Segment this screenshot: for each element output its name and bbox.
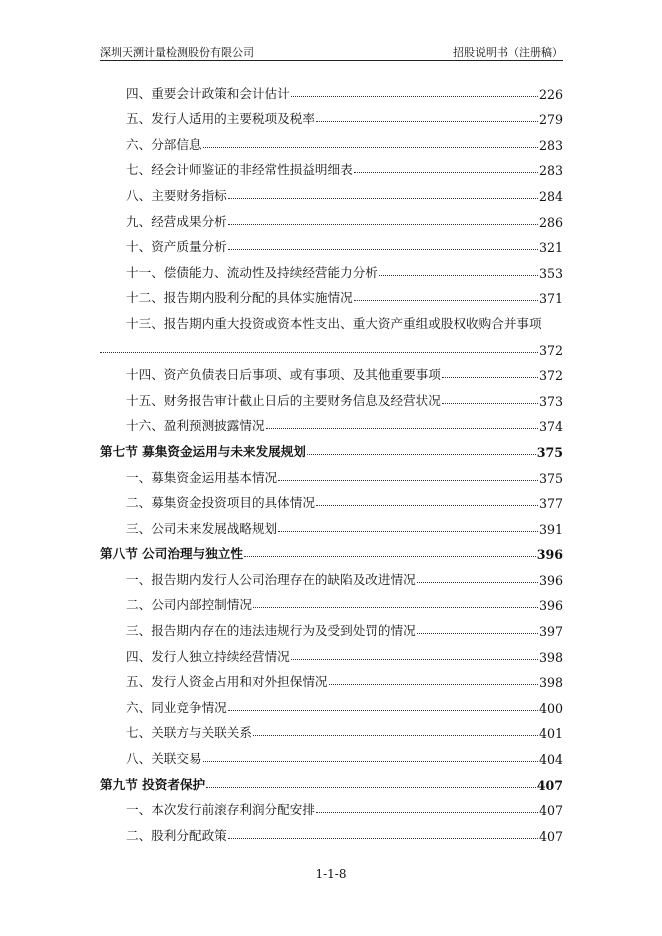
dot-leader: [442, 376, 538, 378]
dot-leader: [329, 683, 538, 685]
toc-entry-page: 374: [538, 419, 563, 435]
toc-entry-page: 398: [538, 675, 563, 691]
toc-entry-title: 一、本次发行前滚存利润分配安排: [126, 802, 315, 818]
toc-entry[interactable]: [100, 178, 563, 204]
toc-entry-title: 七、经会计师鉴证的非经常性损益明细表: [126, 162, 353, 178]
toc-entry[interactable]: [100, 204, 563, 230]
toc-entry[interactable]: [100, 793, 563, 819]
toc-entry[interactable]: [100, 358, 563, 384]
toc-entry[interactable]: [100, 613, 563, 639]
toc-entry-page: 372: [538, 342, 563, 358]
dot-leader: [228, 248, 538, 250]
toc-entry-title: 六、分部信息: [126, 136, 202, 152]
toc-entry-page: 321: [538, 240, 563, 256]
toc-entry-page: 286: [538, 214, 563, 230]
toc-entry-page: 226: [538, 86, 563, 102]
toc-entry-title: 六、同业竞争情况: [126, 699, 227, 715]
toc-entry-title: 十五、财务报告审计截止日后的主要财务信息及经营状况: [126, 392, 441, 408]
dot-leader: [203, 760, 538, 762]
toc-entry[interactable]: [100, 255, 563, 281]
toc-entry-page: 407: [538, 828, 563, 844]
toc-entry[interactable]: [100, 281, 563, 307]
dot-leader: [100, 351, 538, 353]
toc-entry-title: 二、募集资金投资项目的具体情况: [126, 495, 315, 511]
toc-entry[interactable]: [100, 818, 563, 844]
toc-entry-title: 第九节 投资者保护: [100, 776, 206, 792]
toc-entry-title: 第八节 公司治理与独立性: [100, 546, 243, 562]
dot-leader: [316, 120, 538, 122]
toc-entry-page: 283: [538, 163, 563, 179]
toc-entry-title: 十一、偿债能力、流动性及持续经营能力分析: [126, 264, 378, 280]
dot-leader: [228, 837, 538, 839]
toc-entry-title: 十二、报告期内股利分配的具体实施情况: [126, 290, 353, 306]
toc-entry-page: 284: [538, 188, 563, 204]
toc-entry-page: 398: [538, 649, 563, 665]
toc-entry-page: 371: [538, 291, 563, 307]
dot-leader: [379, 274, 538, 276]
dot-leader: [244, 555, 536, 557]
toc-entry-title: 一、报告期内发行人公司治理存在的缺陷及改进情况: [126, 571, 416, 587]
dot-leader: [442, 402, 538, 404]
toc-entry-title: 四、发行人独立持续经营情况: [126, 648, 290, 664]
toc-entry-page: 372: [538, 368, 563, 384]
header-doc-title: 招股说明书（注册稿）: [453, 46, 563, 59]
toc-entry[interactable]: [100, 741, 563, 767]
toc-entry-page: 279: [538, 112, 563, 128]
toc-entry[interactable]: [100, 76, 563, 102]
toc-entry[interactable]: [100, 511, 563, 537]
toc-entry-page: 400: [538, 700, 563, 716]
page-header: [100, 42, 563, 61]
toc-entry-title: 十、资产质量分析: [126, 239, 227, 255]
toc-entry-title: 九、经营成果分析: [126, 213, 227, 229]
toc-entry-title: 三、公司未来发展战略规划: [126, 520, 278, 536]
toc-entry-title: 第七节 募集资金运用与未来发展规划: [100, 443, 306, 459]
toc-entry-page: 396: [536, 547, 563, 563]
toc-entry[interactable]: [100, 383, 563, 409]
toc-entry-page: 401: [538, 726, 563, 742]
toc-entry-title: 四、重要会计政策和会计估计: [126, 85, 290, 101]
header-company: 深圳天溯计量检测股份有限公司: [100, 46, 254, 59]
toc-entry-title: 五、发行人资金占用和对外担保情况: [126, 674, 328, 690]
table-of-contents: [100, 76, 563, 844]
toc-entry-page: 353: [538, 265, 563, 281]
toc-entry[interactable]: [100, 639, 563, 665]
toc-section[interactable]: [100, 767, 563, 793]
dot-leader: [316, 811, 538, 813]
dot-leader: [354, 299, 538, 301]
toc-entry[interactable]: [100, 665, 563, 691]
toc-section[interactable]: [100, 537, 563, 563]
toc-entry-title: 十六、盈利预测披露情况: [126, 418, 265, 434]
toc-entry-title: 八、关联交易: [126, 751, 202, 767]
dot-leader: [291, 95, 538, 97]
toc-entry[interactable]: [100, 153, 563, 179]
toc-entry-page: 377: [538, 496, 563, 512]
toc-entry[interactable]: [100, 102, 563, 128]
dot-leader: [266, 427, 538, 429]
toc-entry[interactable]: [100, 230, 563, 256]
toc-entry-title: 一、募集资金运用基本情况: [126, 469, 278, 485]
toc-entry-page: 283: [538, 137, 563, 153]
toc-entry-title: 七、关联方与关联关系: [126, 725, 252, 741]
toc-entry-title: 二、公司内部控制情况: [126, 597, 252, 613]
toc-entry-title: 十三、报告期内重大投资或资本性支出、重大资产重组或股权收购合并事项: [126, 315, 542, 331]
dot-leader: [253, 606, 538, 608]
dot-leader: [278, 530, 538, 532]
toc-entry-page: 404: [538, 752, 563, 768]
toc-entry-page: 375: [538, 470, 563, 486]
toc-entry[interactable]: [100, 716, 563, 742]
dot-leader: [228, 709, 538, 711]
dot-leader: [417, 581, 538, 583]
toc-section[interactable]: [100, 434, 563, 460]
dot-leader: [291, 658, 538, 660]
toc-entry[interactable]: [100, 486, 563, 512]
toc-entry[interactable]: [100, 306, 563, 332]
dot-leader: [307, 453, 536, 455]
dot-leader: [206, 786, 536, 788]
toc-entry[interactable]: [100, 690, 563, 716]
toc-entry-page: 396: [538, 572, 563, 588]
toc-entry-page: 407: [536, 777, 563, 793]
toc-entry-title: 十四、资产负债表日后事项、或有事项、及其他重要事项: [126, 367, 441, 383]
toc-entry[interactable]: [100, 588, 563, 614]
toc-entry-page: 407: [538, 803, 563, 819]
page-number: 1-1-8: [315, 867, 347, 881]
dot-leader: [316, 504, 538, 506]
dot-leader: [417, 632, 538, 634]
toc-entry-title: 二、股利分配政策: [126, 827, 227, 843]
dot-leader: [203, 146, 538, 148]
toc-entry-page: 397: [538, 624, 563, 640]
toc-entry[interactable]: [100, 562, 563, 588]
dot-leader: [228, 197, 538, 199]
toc-entry-page: 391: [538, 521, 563, 537]
toc-entry-title: 五、发行人适用的主要税项及税率: [126, 111, 315, 127]
toc-entry-page: 375: [536, 444, 563, 460]
toc-entry[interactable]: [100, 127, 563, 153]
dot-leader: [228, 223, 538, 225]
toc-entry-page: 373: [538, 393, 563, 409]
toc-entry-title: 八、主要财务指标: [126, 187, 227, 203]
toc-entry-page: 396: [538, 598, 563, 614]
dot-leader: [354, 171, 538, 173]
dot-leader: [278, 479, 538, 481]
toc-entry[interactable]: [100, 409, 563, 435]
toc-entry[interactable]: [100, 460, 563, 486]
toc-entry-title: 三、报告期内存在的违法违规行为及受到处罚的情况: [126, 623, 416, 639]
toc-entry-continuation[interactable]: [100, 332, 563, 358]
dot-leader: [253, 734, 538, 736]
